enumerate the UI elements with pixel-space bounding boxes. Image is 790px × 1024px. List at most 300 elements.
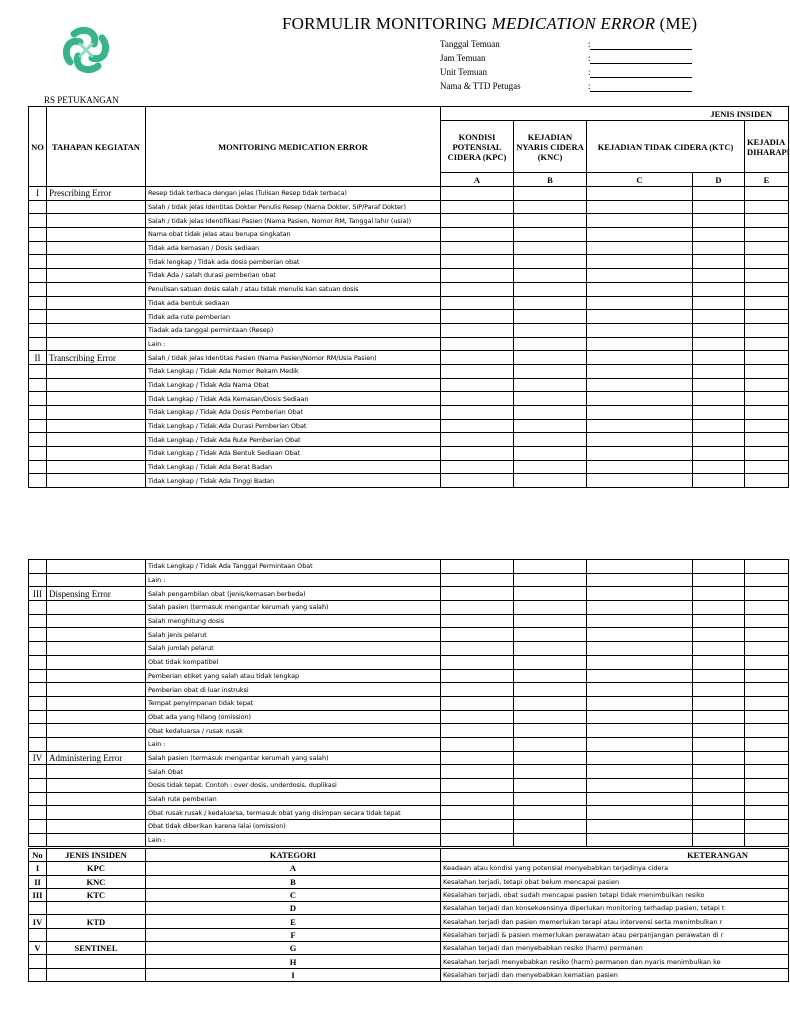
checkbox-cell-d[interactable] xyxy=(693,200,745,214)
checkbox-cell-d[interactable] xyxy=(693,282,745,296)
checkbox-cell-c[interactable] xyxy=(587,378,693,392)
checkbox-cell-d[interactable] xyxy=(693,765,745,779)
row-stage xyxy=(47,406,146,420)
legend-no: V xyxy=(29,942,47,955)
checkbox-cell-c[interactable] xyxy=(587,269,693,283)
checkbox-cell-e[interactable] xyxy=(745,214,789,228)
checkbox-cell-b[interactable] xyxy=(514,269,587,283)
checkbox-cell-e[interactable] xyxy=(745,392,789,406)
checkbox-cell-d[interactable] xyxy=(693,392,745,406)
checkbox-cell-c[interactable] xyxy=(587,710,693,724)
row-item: Lain : xyxy=(146,737,441,751)
row-no xyxy=(29,364,47,378)
checkbox-cell-e[interactable] xyxy=(745,601,789,615)
checkbox-cell-d[interactable] xyxy=(693,696,745,710)
checkbox-cell-b[interactable] xyxy=(514,282,587,296)
checkbox-cell-c[interactable] xyxy=(587,737,693,751)
checkbox-cell-e[interactable] xyxy=(745,310,789,324)
row-no xyxy=(29,642,47,656)
checkbox-cell-c[interactable] xyxy=(587,669,693,683)
checkbox-cell-c[interactable] xyxy=(587,614,693,628)
checkbox-cell-a[interactable] xyxy=(441,296,514,310)
checkbox-cell-d[interactable] xyxy=(693,460,745,474)
row-item: Salah Obat xyxy=(146,765,441,779)
checkbox-cell-b[interactable] xyxy=(514,228,587,242)
row-no xyxy=(29,255,47,269)
legend-jenis xyxy=(47,968,146,981)
checkbox-cell-e[interactable] xyxy=(745,433,789,447)
checkbox-cell-a[interactable] xyxy=(441,419,514,433)
checkbox-cell-a[interactable] xyxy=(441,710,514,724)
checkbox-cell-e[interactable] xyxy=(745,820,789,834)
checkbox-cell-b[interactable] xyxy=(514,724,587,738)
checkbox-cell-a[interactable] xyxy=(441,474,514,488)
row-no xyxy=(29,419,47,433)
checkbox-cell-a[interactable] xyxy=(441,560,514,574)
checkbox-cell-a[interactable] xyxy=(441,255,514,269)
checkbox-cell-a[interactable] xyxy=(441,779,514,793)
checkbox-cell-c[interactable] xyxy=(587,433,693,447)
col-monitoring-header: MONITORING MEDICATION ERROR xyxy=(146,107,441,187)
checkbox-cell-d[interactable] xyxy=(693,642,745,656)
legend-jenis: KNC xyxy=(47,875,146,888)
checkbox-cell-b[interactable] xyxy=(514,642,587,656)
row-item: Salah rute pemberian xyxy=(146,792,441,806)
checkbox-cell-c[interactable] xyxy=(587,655,693,669)
checkbox-cell-c[interactable] xyxy=(587,696,693,710)
table-row xyxy=(29,187,789,201)
checkbox-cell-a[interactable] xyxy=(441,269,514,283)
table-row xyxy=(29,351,789,365)
checkbox-cell-a[interactable] xyxy=(441,378,514,392)
legend-no: I xyxy=(29,862,47,875)
checkbox-cell-d[interactable] xyxy=(693,833,745,847)
checkbox-cell-e[interactable] xyxy=(745,710,789,724)
legend-kategori: B xyxy=(146,875,441,888)
table-row xyxy=(29,655,789,669)
checkbox-cell-c[interactable] xyxy=(587,337,693,351)
checkbox-cell-e[interactable] xyxy=(745,323,789,337)
legend-keterangan: Kesalahan terjadi dan pasien memerlukan terapi atau intervensi serta menimbulkan r xyxy=(441,915,789,928)
checkbox-cell-a[interactable] xyxy=(441,406,514,420)
checkbox-cell-a[interactable] xyxy=(441,214,514,228)
checkbox-cell-e[interactable] xyxy=(745,696,789,710)
checkbox-cell-d[interactable] xyxy=(693,296,745,310)
checkbox-cell-d[interactable] xyxy=(693,364,745,378)
row-item: Salah pasien (termasuk mengantar kerumah yang salah) xyxy=(146,751,441,765)
legend-jenis xyxy=(47,902,146,915)
checkbox-cell-e[interactable] xyxy=(745,351,789,365)
checkbox-cell-a[interactable] xyxy=(441,351,514,365)
checkbox-cell-c[interactable] xyxy=(587,187,693,201)
checkbox-cell-b[interactable] xyxy=(514,364,587,378)
checkbox-cell-e[interactable] xyxy=(745,724,789,738)
checkbox-cell-b[interactable] xyxy=(514,820,587,834)
checkbox-cell-b[interactable] xyxy=(514,406,587,420)
checkbox-cell-d[interactable] xyxy=(693,806,745,820)
checkbox-cell-b[interactable] xyxy=(514,310,587,324)
checkbox-cell-d[interactable] xyxy=(693,323,745,337)
checkbox-cell-d[interactable] xyxy=(693,710,745,724)
checkbox-cell-b[interactable] xyxy=(514,460,587,474)
checkbox-cell-e[interactable] xyxy=(745,614,789,628)
row-item: Salah / tidak jelas Identitas Pasien (Nama Pasien/Nomor RM/Usia Pasien) xyxy=(146,351,441,365)
row-no xyxy=(29,614,47,628)
checkbox-cell-a[interactable] xyxy=(441,573,514,587)
checkbox-cell-c[interactable] xyxy=(587,296,693,310)
checkbox-cell-b[interactable] xyxy=(514,323,587,337)
checkbox-cell-b[interactable] xyxy=(514,241,587,255)
legend-keterangan: Keadaan atau kondisi yang potensial menyebabkan terjadinya cidera xyxy=(441,862,789,875)
checkbox-cell-a[interactable] xyxy=(441,696,514,710)
checkbox-cell-a[interactable] xyxy=(441,282,514,296)
checkbox-cell-a[interactable] xyxy=(441,669,514,683)
checkbox-cell-c[interactable] xyxy=(587,255,693,269)
checkbox-cell-b[interactable] xyxy=(514,710,587,724)
checkbox-cell-e[interactable] xyxy=(745,364,789,378)
checkbox-cell-c[interactable] xyxy=(587,406,693,420)
jam-input-line[interactable] xyxy=(590,63,692,64)
checkbox-cell-d[interactable] xyxy=(693,433,745,447)
table-row xyxy=(29,587,789,601)
checkbox-cell-e[interactable] xyxy=(745,460,789,474)
row-no xyxy=(29,833,47,847)
checkbox-cell-e[interactable] xyxy=(745,447,789,461)
checkbox-cell-a[interactable] xyxy=(441,228,514,242)
checkbox-cell-e[interactable] xyxy=(745,474,789,488)
legend-no xyxy=(29,968,47,981)
table-row xyxy=(29,737,789,751)
checkbox-cell-e[interactable] xyxy=(745,642,789,656)
checkbox-cell-b[interactable] xyxy=(514,792,587,806)
legend-jenis: SENTINEL xyxy=(47,942,146,955)
row-item: Tidak ada kemasan / Dosis sediaan xyxy=(146,241,441,255)
checkbox-cell-d[interactable] xyxy=(693,573,745,587)
row-no xyxy=(29,378,47,392)
checkbox-cell-b[interactable] xyxy=(514,560,587,574)
checkbox-cell-d[interactable] xyxy=(693,792,745,806)
checkbox-cell-a[interactable] xyxy=(441,587,514,601)
checkbox-cell-b[interactable] xyxy=(514,351,587,365)
row-stage xyxy=(47,614,146,628)
checkbox-cell-a[interactable] xyxy=(441,392,514,406)
row-stage xyxy=(47,779,146,793)
checkbox-cell-c[interactable] xyxy=(587,214,693,228)
row-item: Pemberian etiket yang salah atau tidak lengkap xyxy=(146,669,441,683)
checkbox-cell-c[interactable] xyxy=(587,460,693,474)
row-item: Salah jenis pelarut xyxy=(146,628,441,642)
checkbox-cell-d[interactable] xyxy=(693,419,745,433)
table-row xyxy=(29,601,789,615)
checkbox-cell-e[interactable] xyxy=(745,560,789,574)
checkbox-cell-a[interactable] xyxy=(441,460,514,474)
checkbox-cell-b[interactable] xyxy=(514,806,587,820)
checkbox-cell-c[interactable] xyxy=(587,833,693,847)
checkbox-cell-e[interactable] xyxy=(745,628,789,642)
checkbox-cell-c[interactable] xyxy=(587,792,693,806)
checkbox-cell-a[interactable] xyxy=(441,241,514,255)
checkbox-cell-a[interactable] xyxy=(441,447,514,461)
checkbox-cell-e[interactable] xyxy=(745,255,789,269)
checkbox-cell-e[interactable] xyxy=(745,765,789,779)
legend-row xyxy=(29,955,789,968)
legend-keterangan: Kesalahan terjadi dan menyebabkan resiko (harm) permanen xyxy=(441,942,789,955)
checkbox-cell-d[interactable] xyxy=(693,614,745,628)
checkbox-cell-d[interactable] xyxy=(693,228,745,242)
checkbox-cell-b[interactable] xyxy=(514,655,587,669)
row-no xyxy=(29,214,47,228)
checkbox-cell-d[interactable] xyxy=(693,737,745,751)
checkbox-cell-b[interactable] xyxy=(514,765,587,779)
row-no xyxy=(29,460,47,474)
checkbox-cell-d[interactable] xyxy=(693,474,745,488)
checkbox-cell-b[interactable] xyxy=(514,573,587,587)
checkbox-cell-c[interactable] xyxy=(587,601,693,615)
checkbox-cell-e[interactable] xyxy=(745,683,789,697)
checkbox-cell-a[interactable] xyxy=(441,337,514,351)
row-stage xyxy=(47,228,146,242)
unit-input-line[interactable] xyxy=(590,77,692,78)
checkbox-cell-d[interactable] xyxy=(693,269,745,283)
row-stage xyxy=(47,710,146,724)
tanggal-input-line[interactable] xyxy=(590,49,692,50)
checkbox-cell-a[interactable] xyxy=(441,765,514,779)
checkbox-cell-d[interactable] xyxy=(693,751,745,765)
checkbox-cell-c[interactable] xyxy=(587,724,693,738)
col-stage-header: TAHAPAN KEGIATAN xyxy=(47,107,146,187)
checkbox-cell-e[interactable] xyxy=(745,187,789,201)
row-item: Tidak Lengkap / Tidak Ada Tanggal Permintaan Obat xyxy=(146,560,441,574)
checkbox-cell-d[interactable] xyxy=(693,378,745,392)
checkbox-cell-e[interactable] xyxy=(745,573,789,587)
checkbox-cell-d[interactable] xyxy=(693,351,745,365)
checkbox-cell-b[interactable] xyxy=(514,255,587,269)
checkbox-cell-e[interactable] xyxy=(745,269,789,283)
checkbox-cell-b[interactable] xyxy=(514,601,587,615)
checkbox-cell-c[interactable] xyxy=(587,779,693,793)
table-row xyxy=(29,614,789,628)
checkbox-cell-e[interactable] xyxy=(745,737,789,751)
checkbox-cell-e[interactable] xyxy=(745,779,789,793)
checkbox-cell-a[interactable] xyxy=(441,601,514,615)
row-item: Tidak Lengkap / Tidak Ada Rute Pemberian Obat xyxy=(146,433,441,447)
table-row xyxy=(29,460,789,474)
checkbox-cell-b[interactable] xyxy=(514,200,587,214)
checkbox-cell-a[interactable] xyxy=(441,642,514,656)
checkbox-cell-c[interactable] xyxy=(587,820,693,834)
checkbox-cell-d[interactable] xyxy=(693,655,745,669)
row-stage xyxy=(47,460,146,474)
checkbox-cell-a[interactable] xyxy=(441,628,514,642)
checkbox-cell-a[interactable] xyxy=(441,806,514,820)
checkbox-cell-d[interactable] xyxy=(693,601,745,615)
checkbox-cell-d[interactable] xyxy=(693,255,745,269)
row-item: Tidak ada rute pemberian xyxy=(146,310,441,324)
checkbox-cell-d[interactable] xyxy=(693,724,745,738)
kpc-header: KONDISI POTENSIAL CIDERA (KPC) xyxy=(441,121,514,173)
checkbox-cell-b[interactable] xyxy=(514,587,587,601)
table-row xyxy=(29,474,789,488)
checkbox-cell-c[interactable] xyxy=(587,474,693,488)
checkbox-cell-a[interactable] xyxy=(441,792,514,806)
checkbox-cell-b[interactable] xyxy=(514,614,587,628)
checkbox-cell-d[interactable] xyxy=(693,406,745,420)
checkbox-cell-c[interactable] xyxy=(587,241,693,255)
row-stage xyxy=(47,737,146,751)
checkbox-cell-a[interactable] xyxy=(441,737,514,751)
row-stage xyxy=(47,628,146,642)
checkbox-cell-b[interactable] xyxy=(514,833,587,847)
checkbox-cell-d[interactable] xyxy=(693,214,745,228)
row-stage xyxy=(47,833,146,847)
col-e-label: E xyxy=(745,173,789,187)
checkbox-cell-a[interactable] xyxy=(441,433,514,447)
checkbox-cell-a[interactable] xyxy=(441,187,514,201)
checkbox-cell-e[interactable] xyxy=(745,419,789,433)
checkbox-cell-d[interactable] xyxy=(693,683,745,697)
checkbox-cell-b[interactable] xyxy=(514,737,587,751)
checkbox-cell-c[interactable] xyxy=(587,200,693,214)
checkbox-cell-c[interactable] xyxy=(587,447,693,461)
checkbox-cell-b[interactable] xyxy=(514,669,587,683)
table-row xyxy=(29,282,789,296)
checkbox-cell-a[interactable] xyxy=(441,310,514,324)
checkbox-cell-c[interactable] xyxy=(587,282,693,296)
checkbox-cell-a[interactable] xyxy=(441,200,514,214)
checkbox-cell-b[interactable] xyxy=(514,779,587,793)
row-item: Obat ada yang hilang (omission) xyxy=(146,710,441,724)
checkbox-cell-b[interactable] xyxy=(514,419,587,433)
checkbox-cell-d[interactable] xyxy=(693,779,745,793)
field-tanggal: Tanggal Temuan : xyxy=(440,38,740,52)
checkbox-cell-e[interactable] xyxy=(745,587,789,601)
checkbox-cell-a[interactable] xyxy=(441,614,514,628)
row-stage xyxy=(47,296,146,310)
row-item: Tidak Lengkap / Tidak Ada Nomor Rekam Medik xyxy=(146,364,441,378)
checkbox-cell-c[interactable] xyxy=(587,310,693,324)
checkbox-cell-c[interactable] xyxy=(587,364,693,378)
checkbox-cell-a[interactable] xyxy=(441,323,514,337)
row-stage xyxy=(47,433,146,447)
checkbox-cell-e[interactable] xyxy=(745,792,789,806)
checkbox-cell-e[interactable] xyxy=(745,200,789,214)
checkbox-cell-c[interactable] xyxy=(587,228,693,242)
checkbox-cell-e[interactable] xyxy=(745,378,789,392)
legend-row xyxy=(29,875,789,888)
checkbox-cell-d[interactable] xyxy=(693,669,745,683)
checkbox-cell-d[interactable] xyxy=(693,628,745,642)
checkbox-cell-c[interactable] xyxy=(587,323,693,337)
checkbox-cell-c[interactable] xyxy=(587,351,693,365)
checkbox-cell-c[interactable] xyxy=(587,628,693,642)
checkbox-cell-a[interactable] xyxy=(441,833,514,847)
checkbox-cell-c[interactable] xyxy=(587,751,693,765)
row-no xyxy=(29,447,47,461)
checkbox-cell-b[interactable] xyxy=(514,187,587,201)
checkbox-cell-b[interactable] xyxy=(514,378,587,392)
row-item: Tidak Lengkap / Tidak Ada Bentuk Sediaan Obat xyxy=(146,447,441,461)
table-row xyxy=(29,628,789,642)
checkbox-cell-b[interactable] xyxy=(514,214,587,228)
checkbox-cell-e[interactable] xyxy=(745,655,789,669)
checkbox-cell-c[interactable] xyxy=(587,587,693,601)
table-row xyxy=(29,792,789,806)
checkbox-cell-b[interactable] xyxy=(514,392,587,406)
checkbox-cell-c[interactable] xyxy=(587,560,693,574)
table-row xyxy=(29,833,789,847)
checkbox-cell-d[interactable] xyxy=(693,560,745,574)
checkbox-cell-a[interactable] xyxy=(441,820,514,834)
checkbox-cell-a[interactable] xyxy=(441,655,514,669)
checkbox-cell-c[interactable] xyxy=(587,806,693,820)
checkbox-cell-b[interactable] xyxy=(514,751,587,765)
checkbox-cell-c[interactable] xyxy=(587,765,693,779)
checkbox-cell-c[interactable] xyxy=(587,642,693,656)
table-row xyxy=(29,214,789,228)
checkbox-cell-b[interactable] xyxy=(514,683,587,697)
checkbox-cell-e[interactable] xyxy=(745,228,789,242)
table-row xyxy=(29,779,789,793)
checkbox-cell-e[interactable] xyxy=(745,669,789,683)
checkbox-cell-d[interactable] xyxy=(693,587,745,601)
form-title: FORMULIR MONITORING MEDICATION ERROR (ME) xyxy=(282,14,698,33)
row-item: Obat kedaluarsa / rusak rusak xyxy=(146,724,441,738)
checkbox-cell-b[interactable] xyxy=(514,696,587,710)
checkbox-cell-e[interactable] xyxy=(745,833,789,847)
checkbox-cell-d[interactable] xyxy=(693,241,745,255)
checkbox-cell-a[interactable] xyxy=(441,724,514,738)
table-row xyxy=(29,406,789,420)
checkbox-cell-c[interactable] xyxy=(587,573,693,587)
checkbox-cell-c[interactable] xyxy=(587,419,693,433)
checkbox-cell-e[interactable] xyxy=(745,751,789,765)
checkbox-cell-a[interactable] xyxy=(441,364,514,378)
checkbox-cell-d[interactable] xyxy=(693,337,745,351)
legend-kategori: I xyxy=(146,968,441,981)
row-item: Obat rusak rusak / kedaluarsa, termasuk obat yang disimpan secara tidak tepat xyxy=(146,806,441,820)
checkbox-cell-e[interactable] xyxy=(745,806,789,820)
checkbox-cell-d[interactable] xyxy=(693,187,745,201)
petugas-input-line[interactable] xyxy=(590,91,692,92)
checkbox-cell-b[interactable] xyxy=(514,433,587,447)
row-item: Dosis tidak tepat. Contoh : over dosis, underdosis, duplikasi xyxy=(146,779,441,793)
checkbox-cell-b[interactable] xyxy=(514,628,587,642)
checkbox-cell-d[interactable] xyxy=(693,310,745,324)
checkbox-cell-d[interactable] xyxy=(693,820,745,834)
checkbox-cell-c[interactable] xyxy=(587,683,693,697)
checkbox-cell-e[interactable] xyxy=(745,406,789,420)
checkbox-cell-e[interactable] xyxy=(745,296,789,310)
field-jam: Jam Temuan : xyxy=(440,52,740,66)
checkbox-cell-b[interactable] xyxy=(514,474,587,488)
row-no xyxy=(29,241,47,255)
row-stage xyxy=(47,669,146,683)
row-no xyxy=(29,683,47,697)
checkbox-cell-d[interactable] xyxy=(693,447,745,461)
checkbox-cell-e[interactable] xyxy=(745,241,789,255)
row-item: Tempat penyimpanan tidak tepat xyxy=(146,696,441,710)
row-item: Salah pasien (termasuk mengantar kerumah yang salah) xyxy=(146,601,441,615)
checkbox-cell-c[interactable] xyxy=(587,392,693,406)
checkbox-cell-b[interactable] xyxy=(514,296,587,310)
row-item: Lain : xyxy=(146,573,441,587)
checkbox-cell-a[interactable] xyxy=(441,683,514,697)
checkbox-cell-a[interactable] xyxy=(441,751,514,765)
checkbox-cell-b[interactable] xyxy=(514,447,587,461)
checkbox-cell-e[interactable] xyxy=(745,337,789,351)
checkbox-cell-e[interactable] xyxy=(745,282,789,296)
checkbox-cell-b[interactable] xyxy=(514,337,587,351)
